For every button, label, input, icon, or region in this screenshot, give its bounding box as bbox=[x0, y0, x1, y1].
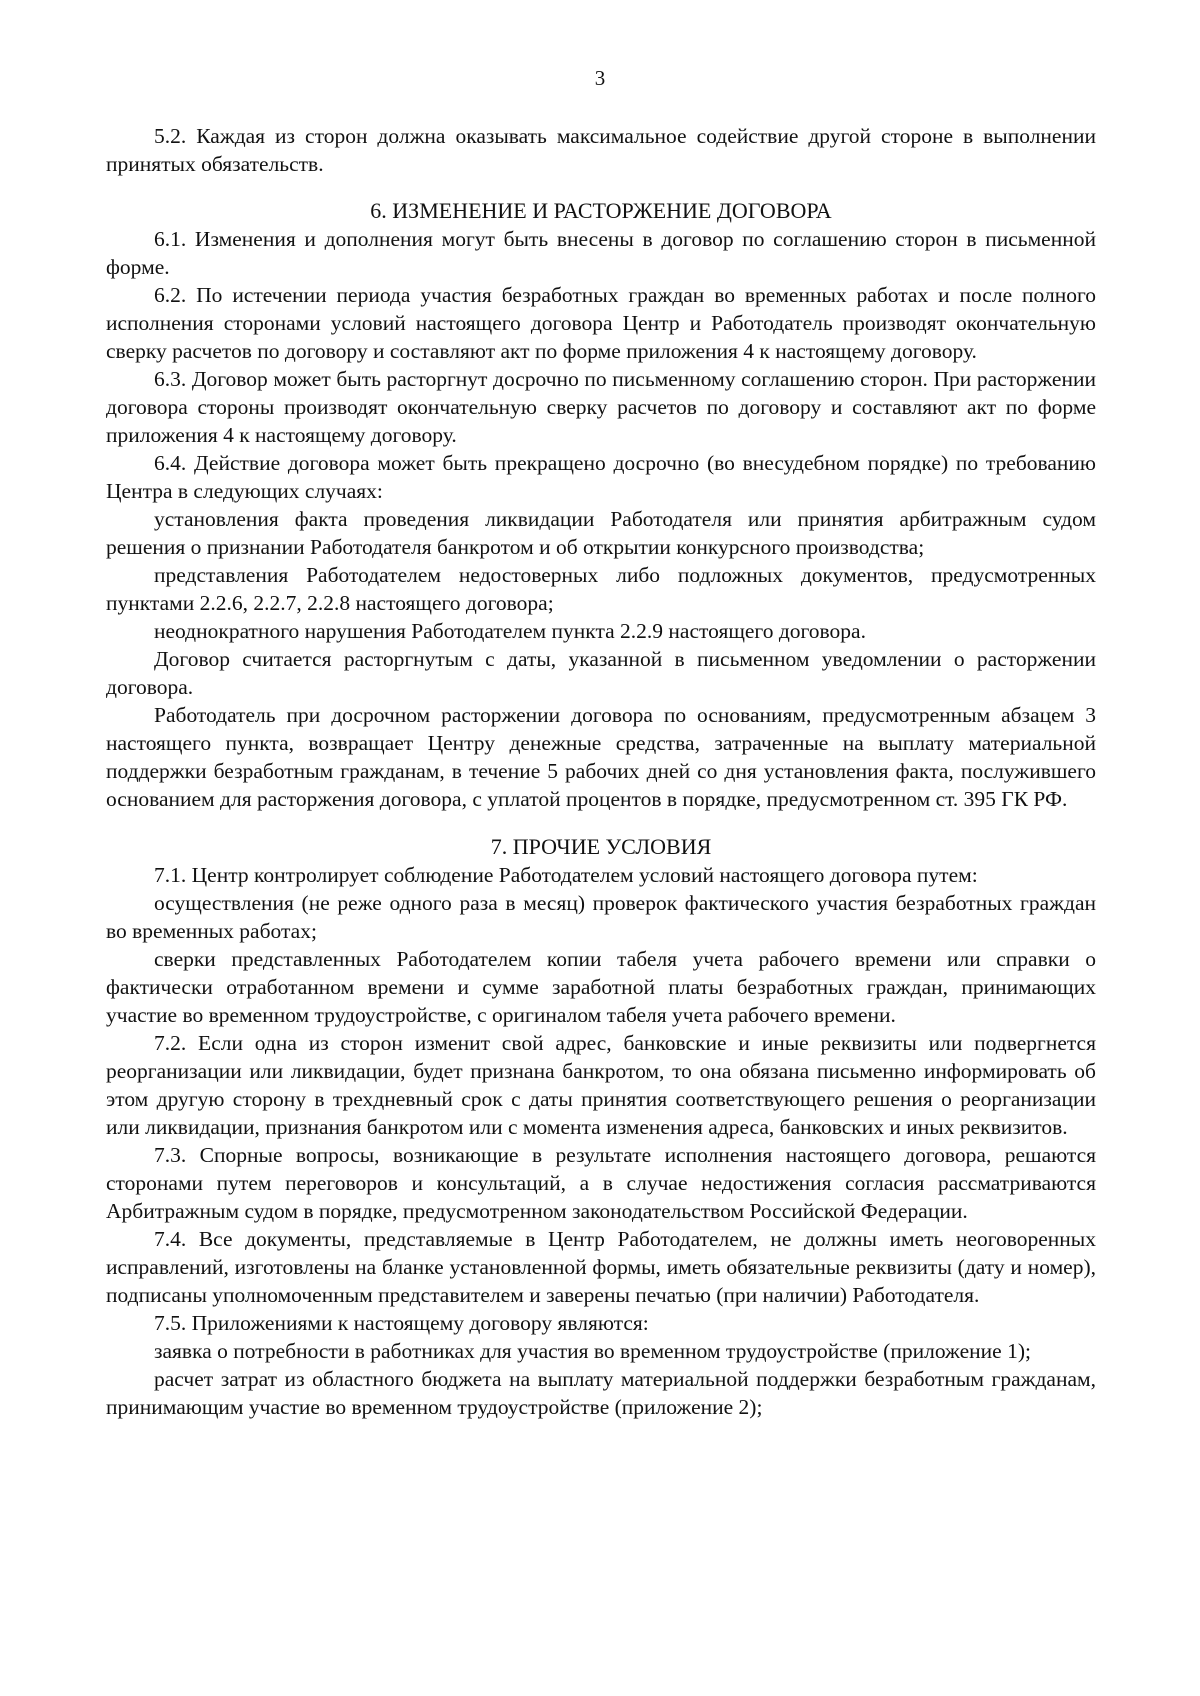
clause-6-4-termination-date: Договор считается расторгнутым с даты, указанной в письменном уведомлении о расторжении договора. bbox=[106, 647, 1096, 699]
clause-6-4-refund: Работодатель при досрочном расторжении договора по основаниям, предусмотренным абзацем 3 настоящего пункта, возвращает Центру денежные средства, затраченные на выплату материальной поддержки безработным гражданам, в течение 5 рабочих дней со дня установления факта, послужившего основанием для расторжения договора, с уплатой процентов в порядке, предусмотренном ст. 395 ГК РФ. bbox=[106, 703, 1096, 811]
clause-6-4-case-2: представления Работодателем недостоверных либо подложных документов, предусмотренных пунктами 2.2.6, 2.2.7, 2.2.8 настоящего договора; bbox=[106, 563, 1096, 615]
clause-7-5-appendix-1: заявка о потребности в работниках для участия во временном трудоустройстве (приложение 1); bbox=[154, 1339, 1031, 1363]
clause-6-4: 6.4. Действие договора может быть прекращено досрочно (во внесудебном порядке) по требованию Центра в следующих случаях: bbox=[106, 451, 1096, 503]
clause-6-2: 6.2. По истечении периода участия безработных граждан во временных работах и после полного исполнения сторонами условий настоящего договора Центр и Работодатель производят окончательную сверку расчетов по договору и составляют акт по форме приложения 4 к настоящему договору. bbox=[106, 283, 1096, 363]
clause-6-3: 6.3. Договор может быть расторгнут досрочно по письменному соглашению сторон. При расторжении договора стороны производят окончательную сверку расчетов по договору и составляют акт по форме приложения 4 к настоящему договору. bbox=[106, 367, 1096, 447]
clause-6-4-case-3: неоднократного нарушения Работодателем пункта 2.2.9 настоящего договора. bbox=[154, 619, 866, 643]
page-number: 3 bbox=[594, 66, 606, 90]
clause-7-5-appendix-2: расчет затрат из областного бюджета на выплату материальной поддержки безработным гражданам, принимающим участие во временном трудоустройстве (приложение 2); bbox=[106, 1367, 1096, 1419]
clause-6-1: 6.1. Изменения и дополнения могут быть внесены в договор по соглашению сторон в письменной форме. bbox=[106, 227, 1096, 279]
clause-7-5: 7.5. Приложениями к настоящему договору являются: bbox=[154, 1311, 649, 1335]
clause-7-4: 7.4. Все документы, представляемые в Центр Работодателем, не должны иметь неоговоренных исправлений, изготовлены на бланке установленной формы, иметь обязательные реквизиты (дату и номер), подписаны уполномоченным представителем и заверены печатью (при наличии) Работодателя. bbox=[106, 1227, 1096, 1307]
document-body bbox=[106, 122, 1096, 1421]
section-heading-7: 7. ПРОЧИЕ УСЛОВИЯ bbox=[490, 834, 712, 859]
clause-7-1-item-1: осуществления (не реже одного раза в месяц) проверок фактического участия безработных граждан во временных работах; bbox=[106, 891, 1096, 943]
section-heading-6: 6. ИЗМЕНЕНИЕ И РАСТОРЖЕНИЕ ДОГОВОРА bbox=[370, 198, 832, 223]
clause-7-1-item-2: сверки представленных Работодателем копии табеля учета рабочего времени или справки о фактически отработанном времени и сумме заработной платы безработных граждан, принимающих участие во временном трудоустройстве, с оригиналом табеля учета рабочего времени. bbox=[106, 947, 1096, 1027]
clause-7-1: 7.1. Центр контролирует соблюдение Работодателем условий настоящего договора путем: bbox=[154, 863, 978, 887]
clause-7-2: 7.2. Если одна из сторон изменит свой адрес, банковские и иные реквизиты или подвергнется реорганизации или ликвидации, будет признана банкротом, то она обязана письменно информировать об этом другую сторону в трехдневный срок с даты принятия соответствующего решения о реорганизации или ликвидации, признания банкротом или с момента изменения адреса, банковских и иных реквизитов. bbox=[106, 1031, 1096, 1139]
clause-6-4-case-1: установления факта проведения ликвидации Работодателя или принятия арбитражным судом решения о признании Работодателя банкротом и об открытии конкурсного производства; bbox=[106, 507, 1096, 559]
clause-5-2: 5.2. Каждая из сторон должна оказывать максимальное содействие другой стороне в выполнении принятых обязательств. bbox=[106, 124, 1096, 176]
clause-7-3: 7.3. Спорные вопросы, возникающие в результате исполнения настоящего договора, решаются сторонами путем переговоров и консультаций, а в случае недостижения согласия рассматриваются Арбитражным судом в порядке, предусмотренном законодательством Российской Федерации. bbox=[106, 1143, 1096, 1223]
